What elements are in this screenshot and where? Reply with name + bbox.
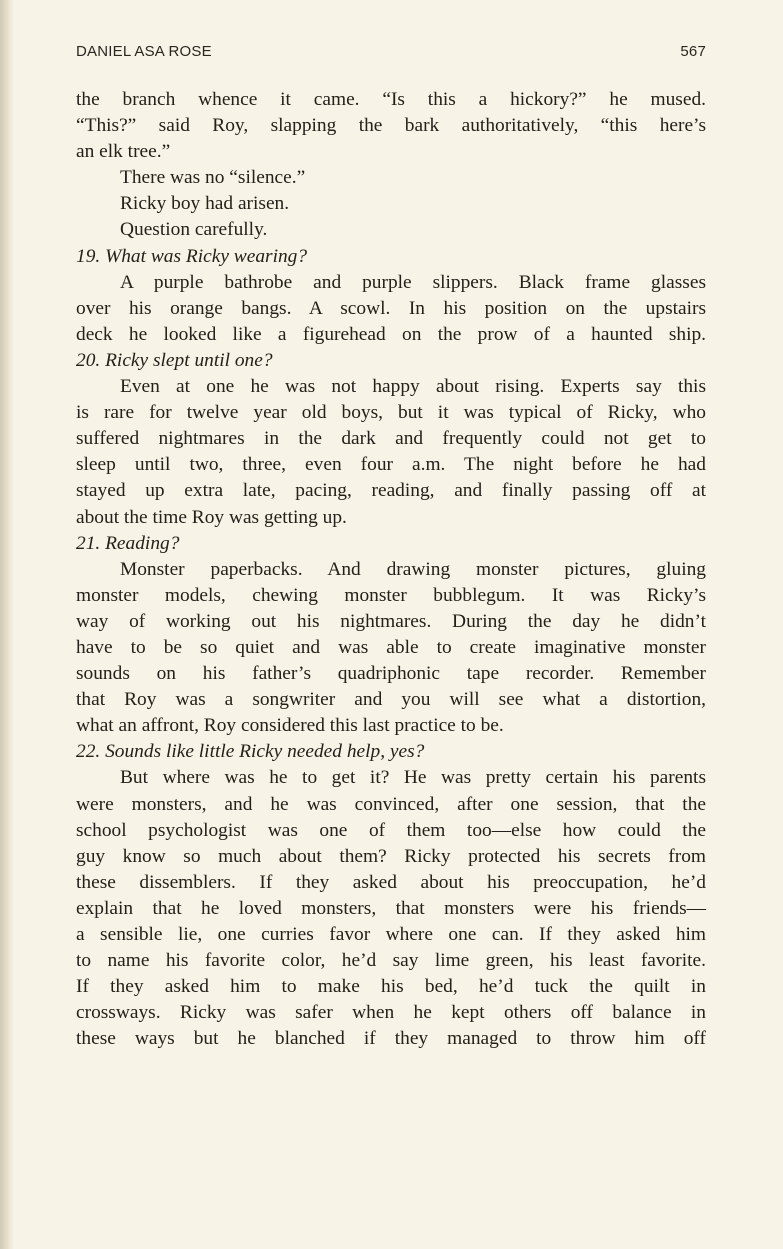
question-heading-line: 22. Sounds like little Ricky needed help, yes? [76,741,425,763]
text-line: sounds on his father’s quadriphonic tape recorder. Remember [76,663,706,685]
text-line: There was no “silence.” [120,167,306,189]
text-line: Question carefully. [120,219,268,241]
text-line: over his orange bangs. A scowl. In his position on the upstairs [76,297,706,319]
text-line: “This?” said Roy, slapping the bark authoritatively, “this here’s [76,115,706,137]
text-line: that Roy was a songwriter and you will see what a distortion, [76,689,706,711]
text-line: stayed up extra late, pacing, reading, and finally passing off at [76,480,706,502]
text-line: sleep until two, three, even four a.m. The night before he had [76,454,706,476]
text-line: what an affront, Roy considered this last practice to be. [76,715,504,737]
text-line: were monsters, and he was convinced, after one session, that the [76,793,706,815]
page-number: 567 [680,43,706,60]
question-heading-line: 21. Reading? [76,532,180,554]
text-line: a sensible lie, one curries favor where one can. If they asked him [76,924,706,945]
running-head-author: DANIEL ASA ROSE [76,43,212,60]
question-heading-line: 19. What was Ricky wearing? [76,245,308,267]
text-line: suffered nightmares in the dark and frequently could not get to [76,428,706,450]
text-line: A purple bathrobe and purple slippers. Black frame glasses [120,271,706,293]
text-line: these dissemblers. If they asked about his preoccupation, he’d [76,871,706,893]
text-line: is rare for twelve year old boys, but it was typical of Ricky, who [76,402,706,424]
text-line: But where was he to get it? He was pretty certain his parents [120,767,706,789]
text-line: the branch whence it came. “Is this a hickory?” he mused. [76,89,706,110]
text-line: deck he looked like a figurehead on the prow of a haunted ship. [76,323,706,345]
running-header [76,43,706,65]
text-line: If they asked him to make his bed, he’d tuck the quilt in [76,976,706,998]
text-line: way of working out his nightmares. During the day he didn’t [76,610,706,632]
text-line: school psychologist was one of them too—else how could the [76,819,706,841]
page-binding-shadow [0,0,14,1249]
text-line: crossways. Ricky was safer when he kept others off balance in [76,1002,706,1024]
text-line: these ways but he blanched if they managed to throw him off [76,1028,706,1050]
text-line: Even at one he was not happy about rising. Experts say this [120,376,706,398]
text-line: explain that he loved monsters, that monsters were his friends— [76,897,706,919]
text-line: monster models, chewing monster bubblegum. It was Ricky’s [76,584,706,606]
text-line: guy know so much about them? Ricky protected his secrets from [76,845,706,867]
text-line: to name his favorite color, he’d say lime green, his least favorite. [76,950,706,972]
text-line: Monster paperbacks. And drawing monster pictures, gluing [120,558,706,580]
text-line: Ricky boy had arisen. [120,193,290,215]
body-text [76,87,706,1052]
text-line: an elk tree.” [76,141,171,163]
text-line: have to be so quiet and was able to create imaginative monster [76,636,706,658]
question-heading-line: 20. Ricky slept until one? [76,349,273,371]
text-line: about the time Roy was getting up. [76,506,347,528]
